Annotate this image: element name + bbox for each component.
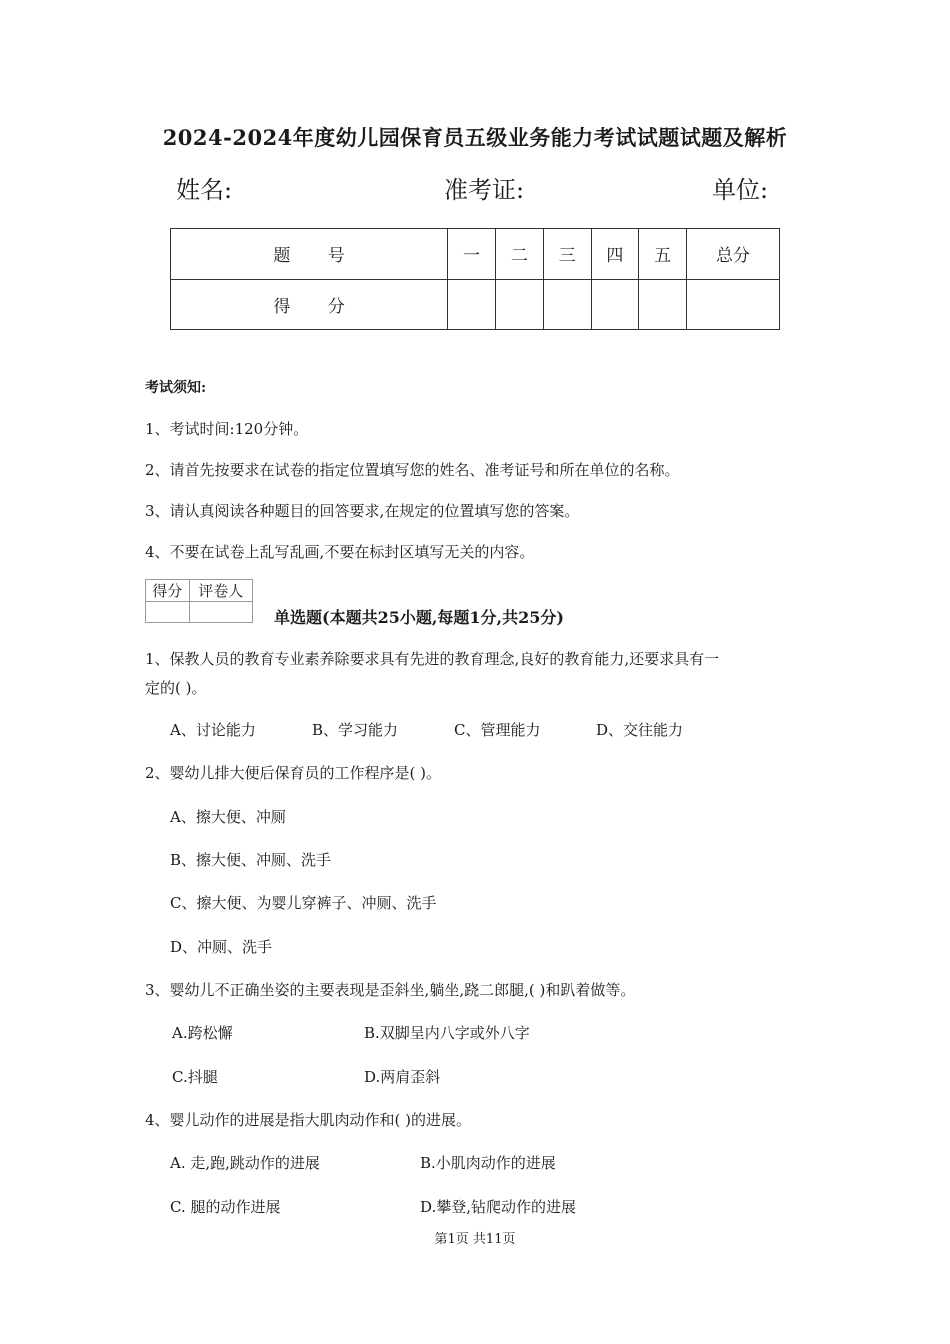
question-text-continued: 定的( )。 [145, 679, 207, 697]
score-table-column: 四 [591, 229, 639, 280]
answer-option[interactable]: D.攀登,钻爬动作的进展 [420, 1198, 577, 1216]
score-table-header-row [171, 229, 780, 280]
answer-option[interactable]: B、学习能力 [312, 721, 399, 739]
score-cell[interactable] [448, 279, 496, 330]
score-cell[interactable] [639, 279, 687, 330]
answer-option[interactable]: A.跨松懈 [172, 1024, 233, 1042]
exam-id-field-label: 准考证: [444, 176, 525, 204]
score-cell[interactable] [591, 279, 639, 330]
score-table-row-label: 得 分 [171, 279, 448, 330]
answer-option[interactable]: C.抖腿 [172, 1068, 218, 1086]
answer-option[interactable]: A、讨论能力 [170, 721, 256, 739]
answer-option[interactable]: B、擦大便、冲厕、洗手 [170, 851, 332, 869]
answer-option[interactable]: C、管理能力 [454, 721, 541, 739]
note-item: 4、不要在试卷上乱写乱画,不要在标封区填写无关的内容。 [145, 543, 535, 561]
score-cell[interactable] [495, 279, 543, 330]
unit-field-label: 单位: [712, 176, 769, 204]
question-text: 1、保教人员的教育专业素养除要求具有先进的教育理念,良好的教育能力,还要求具有一 [145, 650, 720, 668]
page-footer: 第1页 共11页 [434, 1232, 516, 1247]
answer-option[interactable]: A、擦大便、冲厕 [170, 808, 286, 826]
answer-option[interactable]: D.两肩歪斜 [364, 1068, 441, 1086]
grader-score-cell[interactable] [146, 602, 190, 623]
answer-option[interactable]: C、擦大便、为婴儿穿裤子、冲厕、洗手 [170, 894, 437, 912]
question-text: 3、婴幼儿不正确坐姿的主要表现是歪斜坐,躺坐,跷二郎腿,( )和趴着做等。 [145, 981, 636, 999]
answer-option[interactable]: B.小肌肉动作的进展 [420, 1154, 556, 1172]
answer-option[interactable]: D、交往能力 [596, 721, 684, 739]
note-item: 3、请认真阅读各种题目的回答要求,在规定的位置填写您的答案。 [145, 502, 580, 520]
question-text: 4、婴儿动作的进展是指大肌肉动作和( )的进展。 [145, 1111, 472, 1129]
answer-option[interactable]: D、冲厕、洗手 [170, 938, 273, 956]
section-title: 单选题(本题共25小题,每题1分,共25分) [274, 608, 564, 627]
notes-title: 考试须知: [145, 380, 207, 396]
score-cell[interactable] [687, 279, 780, 330]
score-table-column: 五 [639, 229, 687, 280]
note-item: 1、考试时间:120分钟。 [145, 420, 309, 438]
grader-reviewer-label: 评卷人 [189, 580, 252, 602]
grader-box [145, 579, 253, 623]
score-table-column: 一 [448, 229, 496, 280]
question-text: 2、婴幼儿排大便后保育员的工作程序是( )。 [145, 764, 442, 782]
grader-reviewer-cell[interactable] [189, 602, 252, 623]
note-item: 2、请首先按要求在试卷的指定位置填写您的姓名、准考证号和所在单位的名称。 [145, 461, 680, 479]
score-table-column: 三 [543, 229, 591, 280]
answer-option[interactable]: B.双脚呈内八字或外八字 [364, 1024, 530, 1042]
answer-option[interactable]: A. 走,跑,跳动作的进展 [170, 1154, 320, 1172]
score-table-column: 二 [495, 229, 543, 280]
name-field-label: 姓名: [176, 176, 233, 204]
score-table-score-row [171, 279, 780, 330]
score-table [170, 228, 780, 330]
score-table-column: 总分 [687, 229, 780, 280]
document-title: 2024-2024年度幼儿园保育员五级业务能力考试试题试题及解析 [162, 125, 788, 150]
grader-score-label: 得分 [146, 580, 190, 602]
answer-option[interactable]: C. 腿的动作进展 [170, 1198, 281, 1216]
score-table-row-label: 题 号 [171, 229, 448, 280]
score-cell[interactable] [543, 279, 591, 330]
